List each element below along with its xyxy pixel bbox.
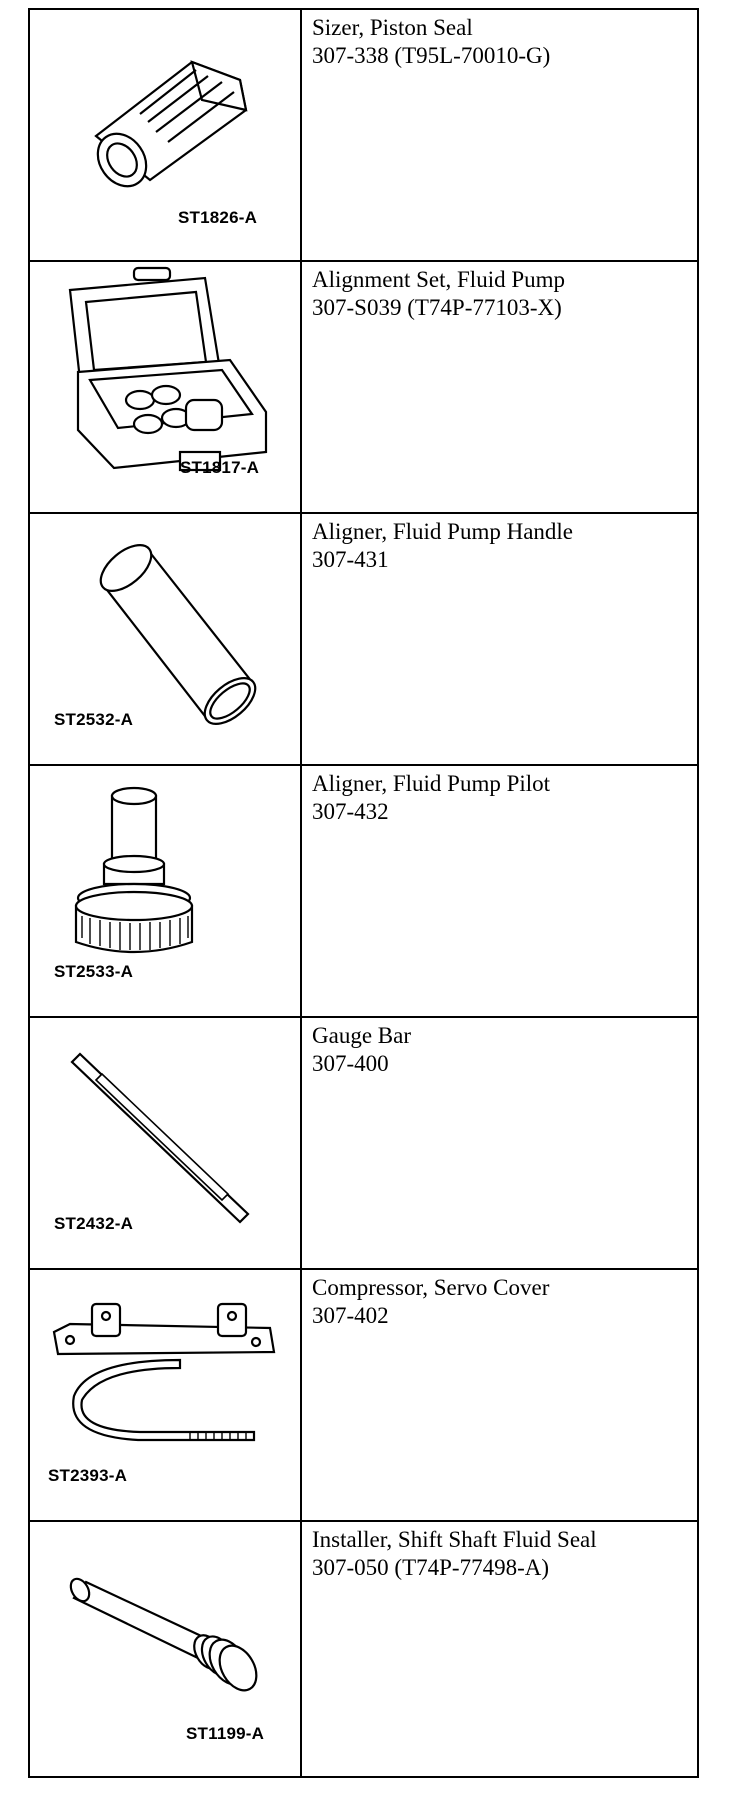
tool-illustration-cell	[29, 1017, 301, 1269]
tool-description-cell	[301, 513, 698, 765]
table-row	[29, 1269, 698, 1521]
tool-description-cell	[301, 765, 698, 1017]
tool-name: Sizer, Piston Seal	[312, 15, 473, 40]
tool-illustration-cell	[29, 1521, 301, 1777]
tool-name: Alignment Set, Fluid Pump	[312, 267, 566, 292]
tool-illustration-cell	[29, 261, 301, 513]
illustration-code: ST2533-A	[54, 962, 134, 981]
table-row	[29, 1521, 698, 1777]
tool-number: 307-050 (T74P-77498-A)	[312, 1555, 549, 1580]
tool-name: Compressor, Servo Cover	[312, 1275, 550, 1300]
illustration-code: ST1826-A	[178, 208, 258, 227]
table-row	[29, 1017, 698, 1269]
table-row	[29, 513, 698, 765]
illustration-code: ST2432-A	[54, 1214, 134, 1233]
illustration-code: ST2532-A	[54, 710, 134, 729]
tool-number: 307-432	[312, 799, 389, 824]
special-tools-table	[28, 8, 699, 1778]
illustration-code: ST1817-A	[180, 458, 260, 477]
tool-illustration-cell	[29, 1269, 301, 1521]
table-row	[29, 765, 698, 1017]
tool-illustration-cell	[29, 9, 301, 261]
tool-description-cell	[301, 1017, 698, 1269]
table-row	[29, 9, 698, 261]
tool-description-cell	[301, 9, 698, 261]
alignment-set-case-icon	[30, 262, 302, 514]
tool-name: Aligner, Fluid Pump Handle	[312, 519, 574, 544]
tool-illustration-cell	[29, 765, 301, 1017]
tool-description-cell	[301, 1521, 698, 1777]
tool-illustration-cell	[29, 513, 301, 765]
tool-number: 307-338 (T95L-70010-G)	[312, 43, 551, 68]
tool-name: Gauge Bar	[312, 1023, 411, 1048]
tool-name: Aligner, Fluid Pump Pilot	[312, 771, 551, 796]
illustration-code: ST2393-A	[48, 1466, 128, 1485]
tool-number: 307-431	[312, 547, 389, 572]
tool-description-cell	[301, 1269, 698, 1521]
piston-seal-sizer-icon	[30, 10, 302, 262]
tool-name: Installer, Shift Shaft Fluid Seal	[312, 1527, 597, 1552]
table-row	[29, 261, 698, 513]
tool-description-cell	[301, 261, 698, 513]
tool-number: 307-400	[312, 1051, 389, 1076]
illustration-code: ST1199-A	[186, 1724, 265, 1743]
tool-number: 307-S039 (T74P-77103-X)	[312, 295, 562, 320]
tool-number: 307-402	[312, 1303, 389, 1328]
